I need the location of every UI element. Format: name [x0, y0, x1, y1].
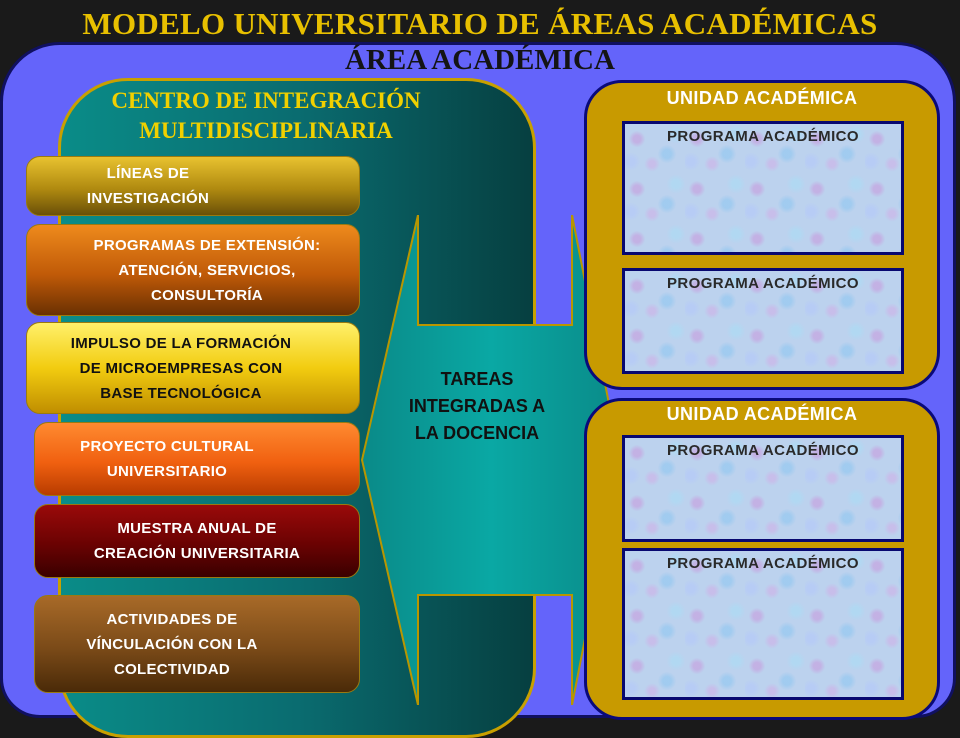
item-programas-extension: PROGRAMAS DE EXTENSIÓN: ATENCIÓN, SERVICIOS, CONSULTORÍA: [26, 224, 360, 316]
programa-academico-label-2: PROGRAMA ACADÉMICO: [667, 275, 859, 292]
page-title: MODELO UNIVERSITARIO DE ÁREAS ACADÉMICAS: [82, 6, 878, 41]
programa-academico-box-2: [622, 268, 904, 374]
double-arrow-shape: [360, 215, 622, 705]
programa-academico-box-3: [622, 435, 904, 542]
programa-academico-label-3: PROGRAMA ACADÉMICO: [667, 442, 859, 459]
item-actividades-vinculacion: ACTIVIDADES DE VÍNCULACIÓN CON LA COLECTIVIDAD: [34, 595, 360, 693]
double-arrow: [362, 215, 620, 705]
item-proyecto-cultural: PROYECTO CULTURAL UNIVERSITARIO: [34, 422, 360, 496]
programa-academico-box-1: [622, 121, 904, 255]
arrow-label: TAREAS INTEGRADAS A LA DOCENCIA: [408, 369, 546, 443]
programa-academico-label-1: PROGRAMA ACADÉMICO: [667, 128, 859, 145]
item-impulso-microempresas: IMPULSO DE LA FORMACIÓN DE MICROEMPRESAS CON BASE TECNOLÓGICA: [26, 322, 360, 414]
area-academica-title: ÁREA ACADÉMICA: [345, 44, 615, 76]
item-muestra-anual: MUESTRA ANUAL DE CREACIÓN UNIVERSITARIA: [34, 504, 360, 578]
programa-academico-label-4: PROGRAMA ACADÉMICO: [667, 555, 859, 572]
item-lineas-investigacion: LÍNEAS DE INVESTIGACIÓN: [26, 156, 360, 216]
centro-integracion-title: CENTRO DE INTEGRACIÓN MULTIDISCIPLINARIA: [111, 88, 421, 143]
unidad-academica-label-2: UNIDAD ACADÉMICA: [666, 404, 858, 424]
programa-academico-box-4: [622, 548, 904, 700]
unidad-academica-label-1: UNIDAD ACADÉMICA: [666, 88, 858, 108]
